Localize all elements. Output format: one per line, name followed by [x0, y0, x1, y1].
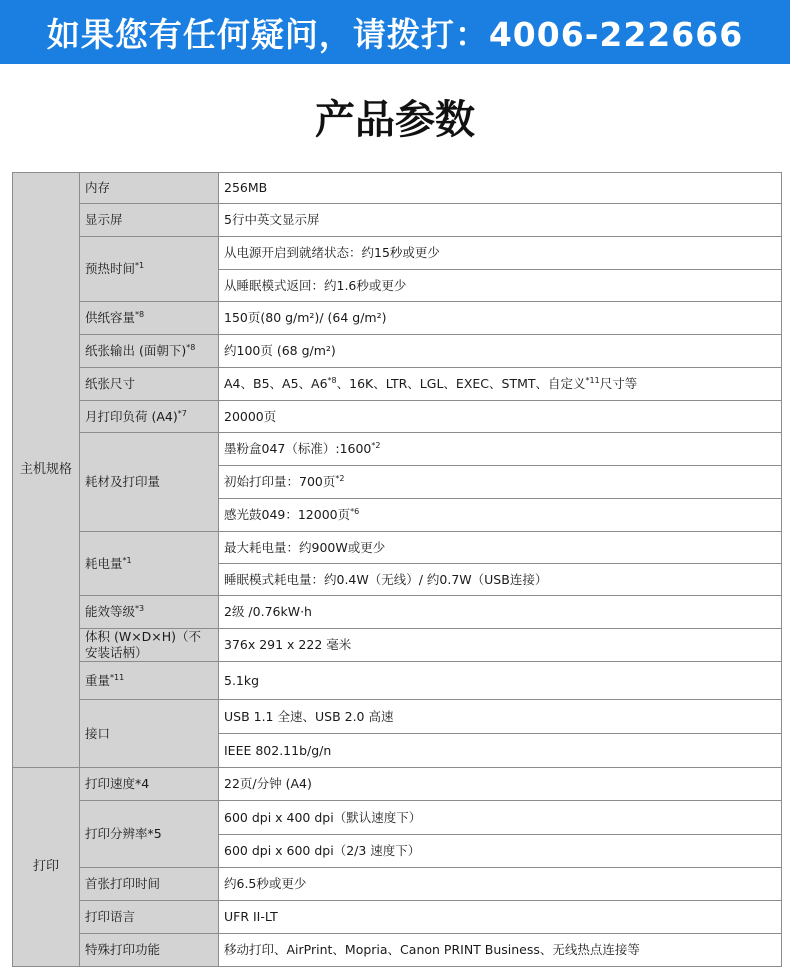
spec-value-footnote: *11: [585, 375, 600, 385]
spec-value: [219, 801, 782, 835]
spec-value-text: 移动打印、AirPrint、Mopria、Canon PRINT Business、无线热点连接等: [224, 942, 640, 957]
spec-value-text: 5行中英文显示屏: [224, 212, 320, 227]
spec-value: [219, 433, 782, 466]
spec-value-text: 感光鼓049：12000页: [224, 507, 351, 522]
spec-label-text: 月打印负荷 (A4): [85, 408, 178, 424]
spec-label-text: 特殊打印功能: [85, 942, 161, 957]
spec-label: [80, 934, 219, 967]
spec-row: [13, 768, 782, 801]
spec-value-text: 从睡眠模式返回：约1.6秒或更少: [224, 277, 407, 293]
spec-row: [13, 700, 782, 734]
spec-value: [219, 401, 782, 433]
spec-row: [13, 335, 782, 368]
spec-value-text: 初始打印量：700页: [224, 474, 336, 489]
spec-value-footnote: *2: [335, 473, 345, 483]
spec-value-text: 600 dpi x 600 dpi（2/3 速度下）: [224, 843, 421, 858]
spec-value-text: A4、B5、A5、A6: [224, 376, 328, 391]
spec-label: [80, 401, 219, 433]
spec-value-text: 376x 291 x 222 毫米: [224, 637, 352, 652]
spec-value: [219, 662, 782, 700]
spec-label-text: 能效等级: [85, 604, 136, 619]
spec-label: [80, 237, 219, 302]
spec-value-text: 2级 /0.76kW·h: [224, 604, 312, 619]
spec-label-text: 打印速度*4: [85, 776, 150, 791]
spec-label-text: 纸张尺寸: [85, 376, 136, 391]
spec-value: [219, 734, 782, 768]
spec-value-text: 睡眠模式耗电量：约0.4W（无线）/ 约0.7W（USB连接）: [224, 571, 548, 587]
spec-value: [219, 270, 782, 302]
spec-row: [13, 532, 782, 564]
spec-label: [80, 768, 219, 801]
spec-value-text: 5.1kg: [224, 672, 260, 688]
spec-row: [13, 237, 782, 270]
spec-label-text: 打印语言: [85, 909, 136, 924]
spec-value: [219, 335, 782, 368]
spec-label: [80, 901, 219, 934]
spec-label-footnote: *8: [135, 309, 145, 319]
spec-row: [13, 801, 782, 835]
spec-value-footnote: *2: [371, 440, 381, 450]
spec-value-text: 600 dpi x 400 dpi（默认速度下）: [224, 809, 422, 825]
spec-row: [13, 868, 782, 901]
spec-value-text: 墨粉盒047（标准）:1600: [224, 441, 372, 456]
spec-label-footnote: *7: [177, 408, 187, 418]
spec-row: [13, 629, 782, 662]
spec-value: [219, 499, 782, 532]
spec-label-text: 耗电量: [85, 555, 123, 571]
spec-label: [80, 302, 219, 335]
spec-label: [80, 596, 219, 629]
spec-value-text: 150页(80 g/m²)/ (64 g/m²): [224, 310, 387, 325]
spec-value-text: 、16K、LTR、LGL、EXEC、STMT、自定义: [336, 376, 586, 391]
spec-row: [13, 934, 782, 967]
spec-row: [13, 173, 782, 204]
spec-value-text: 约100页 (68 g/m²): [224, 343, 336, 358]
spec-value-text: IEEE 802.11b/g/n: [224, 742, 332, 758]
spec-value-text: 最大耗电量：约900W或更少: [224, 539, 386, 555]
spec-label: [80, 700, 219, 768]
spec-value: [219, 302, 782, 335]
spec-row: [13, 401, 782, 433]
spec-label: [80, 173, 219, 204]
spec-value: [219, 237, 782, 270]
spec-label: [80, 662, 219, 700]
spec-label-text: 首张打印时间: [85, 876, 161, 891]
spec-value: [219, 901, 782, 934]
spec-value: [219, 466, 782, 499]
spec-label-text: 体积 (W×D×H)（不安装话柄）: [85, 629, 202, 660]
section-category: [13, 768, 80, 967]
spec-value: [219, 564, 782, 596]
page-title: 产品参数: [315, 97, 475, 143]
spec-value: [219, 173, 782, 204]
spec-value: [219, 835, 782, 868]
spec-row: [13, 901, 782, 934]
spec-label: [80, 433, 219, 532]
spec-label-footnote: *1: [122, 555, 132, 565]
spec-label-text: 预热时间: [85, 261, 136, 276]
spec-label: [80, 368, 219, 401]
spec-value-text: 约6.5秒或更少: [224, 876, 307, 891]
spec-label: [80, 335, 219, 368]
spec-value-text: UFR II-LT: [224, 909, 278, 924]
spec-value-text: 尺寸等: [599, 376, 638, 391]
contact-banner: [0, 0, 790, 64]
spec-table: [12, 172, 782, 967]
spec-label: [80, 629, 219, 662]
spec-value-footnote: *8: [327, 375, 337, 385]
spec-label-footnote: *11: [110, 672, 125, 682]
spec-label-text: 打印分辨率*5: [85, 826, 162, 841]
spec-value: [219, 768, 782, 801]
spec-label-text: 耗材及打印量: [85, 474, 161, 489]
spec-row: [13, 433, 782, 466]
spec-value: [219, 368, 782, 401]
spec-label-text: 重量: [85, 672, 111, 688]
spec-label-text: 供纸容量: [85, 310, 136, 325]
spec-value-text: 从电源开启到就绪状态：约15秒或更少: [224, 245, 440, 260]
spec-label-footnote: *1: [135, 260, 145, 270]
spec-label: [80, 204, 219, 237]
section-category: [13, 173, 80, 768]
spec-label-footnote: *3: [135, 603, 145, 613]
spec-value-text: 256MB: [224, 180, 268, 195]
spec-row: [13, 302, 782, 335]
spec-value-text: USB 1.1 全速、USB 2.0 高速: [224, 708, 394, 724]
spec-value-text: 22页/分钟 (A4): [224, 776, 312, 791]
spec-value: [219, 934, 782, 967]
spec-value-text: 20000页: [224, 408, 277, 424]
spec-value-footnote: *6: [350, 506, 360, 516]
contact-banner-text: 如果您有任何疑问，请拨打：4006-222666: [46, 14, 744, 54]
spec-value: [219, 868, 782, 901]
spec-label-text: 内存: [85, 180, 111, 195]
spec-value: [219, 629, 782, 662]
spec-value: [219, 532, 782, 564]
spec-row: [13, 596, 782, 629]
spec-label: [80, 868, 219, 901]
section-category-label: 主机规格: [19, 462, 72, 477]
spec-row: [13, 662, 782, 700]
section-category-label: 打印: [32, 859, 59, 874]
spec-row: [13, 204, 782, 237]
spec-label-text: 显示屏: [85, 212, 123, 227]
spec-label: [80, 532, 219, 596]
spec-label-text: 接口: [85, 725, 111, 741]
spec-value: [219, 204, 782, 237]
spec-label-footnote: *8: [186, 342, 196, 352]
spec-value: [219, 700, 782, 734]
spec-row: [13, 368, 782, 401]
spec-value: [219, 596, 782, 629]
spec-label: [80, 801, 219, 868]
spec-label-text: 纸张输出 (面朝下): [85, 343, 187, 358]
